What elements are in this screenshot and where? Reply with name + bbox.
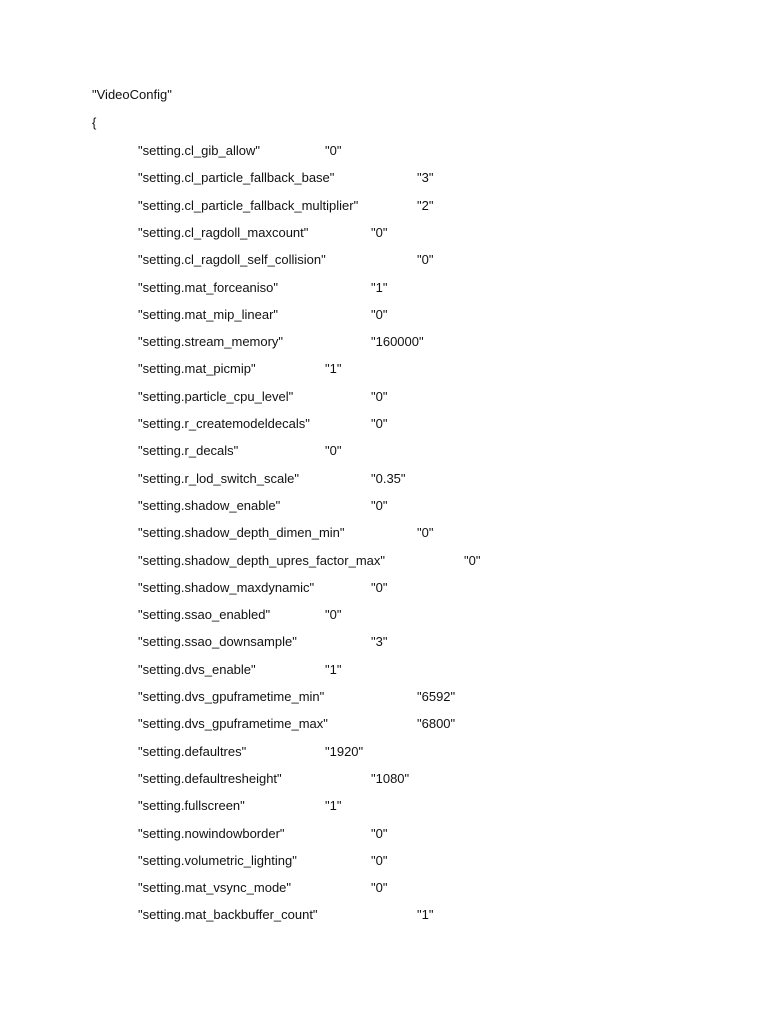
setting-value: "0" <box>464 553 481 568</box>
setting-key: "setting.shadow_depth_upres_factor_max" <box>138 553 385 568</box>
setting-value: "2" <box>417 198 434 213</box>
setting-key: "setting.r_decals" <box>138 443 239 458</box>
setting-key: "setting.cl_ragdoll_self_collision" <box>138 252 326 267</box>
setting-key: "setting.shadow_maxdynamic" <box>138 580 315 595</box>
setting-value: "1080" <box>371 771 410 786</box>
setting-key: "setting.mat_mip_linear" <box>138 307 279 322</box>
setting-key: "setting.fullscreen" <box>138 798 245 813</box>
setting-key: "setting.ssao_enabled" <box>138 607 271 622</box>
setting-value: "1" <box>325 361 342 376</box>
setting-key: "setting.shadow_depth_dimen_min" <box>138 525 345 540</box>
setting-key: "setting.nowindowborder" <box>138 826 285 841</box>
setting-key: "setting.shadow_enable" <box>138 498 281 513</box>
setting-key: "setting.stream_memory" <box>138 334 284 349</box>
setting-value: "0" <box>371 826 388 841</box>
setting-value: "0" <box>371 853 388 868</box>
setting-key: "setting.particle_cpu_level" <box>138 389 294 404</box>
setting-key: "setting.mat_forceaniso" <box>138 280 279 295</box>
config-header: "VideoConfig" <box>92 87 172 102</box>
setting-key: "setting.dvs_gpuframetime_min" <box>138 689 325 704</box>
setting-value: "0" <box>417 252 434 267</box>
setting-key: "setting.cl_gib_allow" <box>138 143 260 158</box>
setting-value: "0" <box>371 880 388 895</box>
setting-value: "0.35" <box>371 471 406 486</box>
setting-value: "0" <box>325 607 342 622</box>
setting-key: "setting.ssao_downsample" <box>138 634 297 649</box>
setting-key: "setting.mat_backbuffer_count" <box>138 907 318 922</box>
setting-key: "setting.defaultres" <box>138 744 247 759</box>
setting-value: "0" <box>325 143 342 158</box>
setting-key: "setting.volumetric_lighting" <box>138 853 297 868</box>
setting-value: "3" <box>371 634 388 649</box>
setting-value: "0" <box>325 443 342 458</box>
setting-value: "1" <box>325 798 342 813</box>
setting-value: "0" <box>371 225 388 240</box>
setting-key: "setting.mat_vsync_mode" <box>138 880 292 895</box>
setting-value: "3" <box>417 170 434 185</box>
setting-key: "setting.dvs_gpuframetime_max" <box>138 716 328 731</box>
setting-value: "0" <box>371 498 388 513</box>
setting-value: "0" <box>371 307 388 322</box>
setting-value: "6592" <box>417 689 456 704</box>
setting-key: "setting.defaultresheight" <box>138 771 282 786</box>
setting-value: "0" <box>371 580 388 595</box>
setting-value: "0" <box>417 525 434 540</box>
setting-value: "1" <box>371 280 388 295</box>
setting-value: "6800" <box>417 716 456 731</box>
setting-key: "setting.cl_ragdoll_maxcount" <box>138 225 309 240</box>
setting-value: "0" <box>371 389 388 404</box>
setting-key: "setting.r_lod_switch_scale" <box>138 471 299 486</box>
open-brace: { <box>92 115 97 130</box>
setting-value: "0" <box>371 416 388 431</box>
setting-key: "setting.cl_particle_fallback_multiplier" <box>138 198 359 213</box>
setting-key: "setting.cl_particle_fallback_base" <box>138 170 335 185</box>
setting-key: "setting.mat_picmip" <box>138 361 256 376</box>
setting-key: "setting.r_createmodeldecals" <box>138 416 310 431</box>
setting-value: "1920" <box>325 744 364 759</box>
setting-key: "setting.dvs_enable" <box>138 662 256 677</box>
setting-value: "160000" <box>371 334 424 349</box>
setting-value: "1" <box>325 662 342 677</box>
setting-value: "1" <box>417 907 434 922</box>
